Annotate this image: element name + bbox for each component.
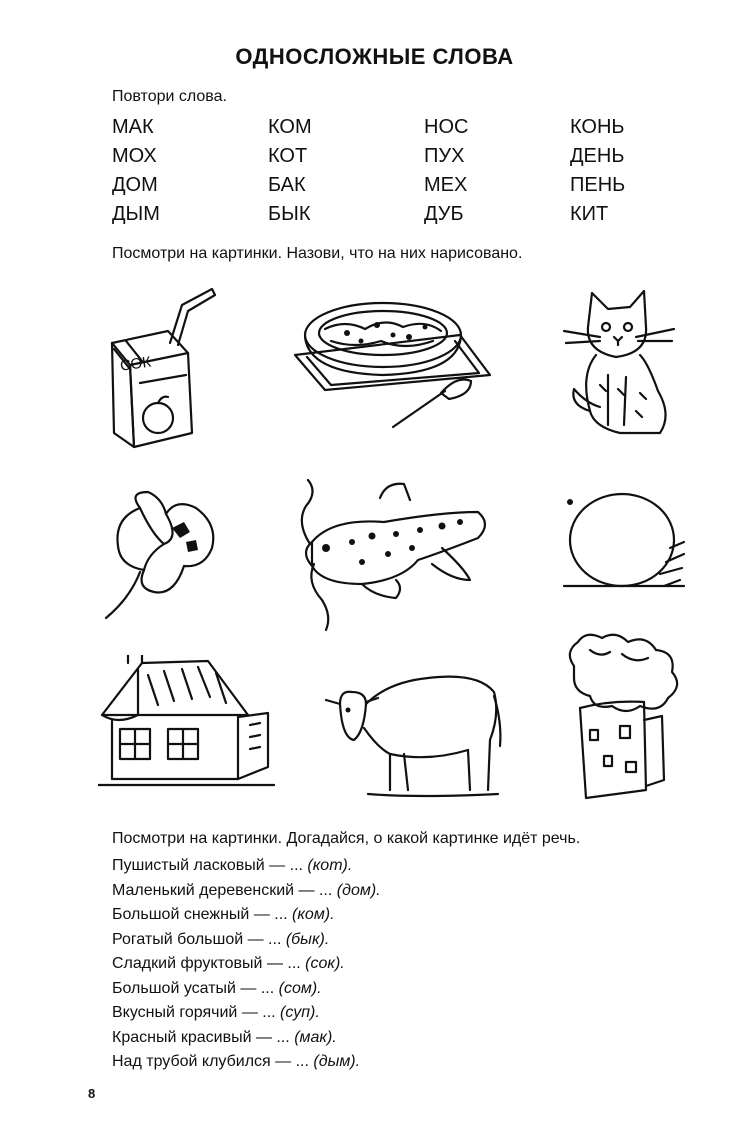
riddle-item — [112, 1026, 381, 1051]
word: МАК — [112, 116, 154, 138]
riddle-answer: (дым). — [313, 1053, 361, 1070]
word: ПЕНЬ — [570, 174, 626, 196]
word: БАК — [268, 174, 306, 196]
riddle-item — [112, 977, 381, 1002]
bull-icon — [318, 662, 508, 802]
cat-icon — [560, 285, 680, 440]
catfish-icon — [292, 472, 497, 637]
soup-bowl-icon — [285, 295, 500, 435]
word: МЕХ — [424, 174, 468, 196]
word: НОС — [424, 116, 469, 138]
riddle-item — [112, 854, 381, 879]
instruction-repeat: Повтори слова. — [112, 88, 227, 105]
poppy-flower-icon — [100, 488, 225, 628]
word: БЫК — [268, 203, 311, 225]
riddle-item — [112, 1001, 381, 1026]
riddle-text: Рогатый большой — ... — [112, 930, 282, 948]
word: ДУБ — [424, 203, 464, 225]
riddle-text: Большой усатый — ... — [112, 979, 275, 997]
snowball-icon — [560, 488, 690, 598]
word: КОТ — [268, 145, 308, 167]
riddle-item — [112, 879, 381, 904]
word: МОХ — [112, 145, 157, 167]
riddle-answer: (суп). — [280, 1004, 320, 1021]
chimney-smoke-icon — [560, 630, 690, 805]
riddle-item — [112, 928, 381, 953]
riddle-answer: (сом). — [278, 979, 322, 997]
word-grid — [112, 116, 720, 232]
riddle-answer: (бык). — [285, 930, 330, 948]
instruction-guess: Посмотри на картинки. Догадайся, о какой картинке идёт речь. — [112, 830, 581, 847]
word: ДЫМ — [112, 203, 160, 225]
riddle-answer: (дом). — [336, 881, 381, 899]
word: КИТ — [570, 203, 609, 225]
riddle-answer: (кот). — [307, 857, 353, 874]
riddle-item — [112, 903, 381, 928]
word: КОНЬ — [570, 116, 625, 138]
riddle-text: Сладкий фруктовый — ... — [112, 955, 301, 972]
riddle-text: Большой снежный — ... — [112, 906, 288, 923]
riddle-list — [112, 854, 381, 1075]
riddle-answer: (сок). — [305, 955, 345, 972]
word: ДЕНЬ — [570, 145, 625, 167]
riddle-text: Пушистый ласковый — ... — [112, 857, 303, 874]
riddle-text: Маленький деревенский — ... — [112, 881, 333, 899]
riddle-text: Красный красивый — ... — [112, 1028, 290, 1046]
word: ДОМ — [112, 174, 158, 196]
page-title: ОДНОСЛОЖНЫЕ СЛОВА — [235, 44, 514, 69]
juice-box-icon — [100, 283, 225, 453]
riddle-item — [112, 952, 381, 977]
juice-box-label: СОК — [119, 353, 153, 375]
page-number: 8 — [88, 1086, 96, 1101]
word: ПУХ — [424, 145, 465, 167]
instruction-look-name: Посмотри на картинки. Назови, что на них нарисовано. — [112, 245, 523, 262]
riddle-item — [112, 1050, 381, 1075]
house-icon — [98, 655, 278, 790]
word: КОМ — [268, 116, 312, 138]
riddle-text: Над трубой клубился — ... — [112, 1053, 309, 1070]
riddle-text: Вкусный горячий — ... — [112, 1004, 276, 1021]
riddle-answer: (мак). — [294, 1028, 337, 1046]
riddle-answer: (ком). — [292, 906, 335, 923]
